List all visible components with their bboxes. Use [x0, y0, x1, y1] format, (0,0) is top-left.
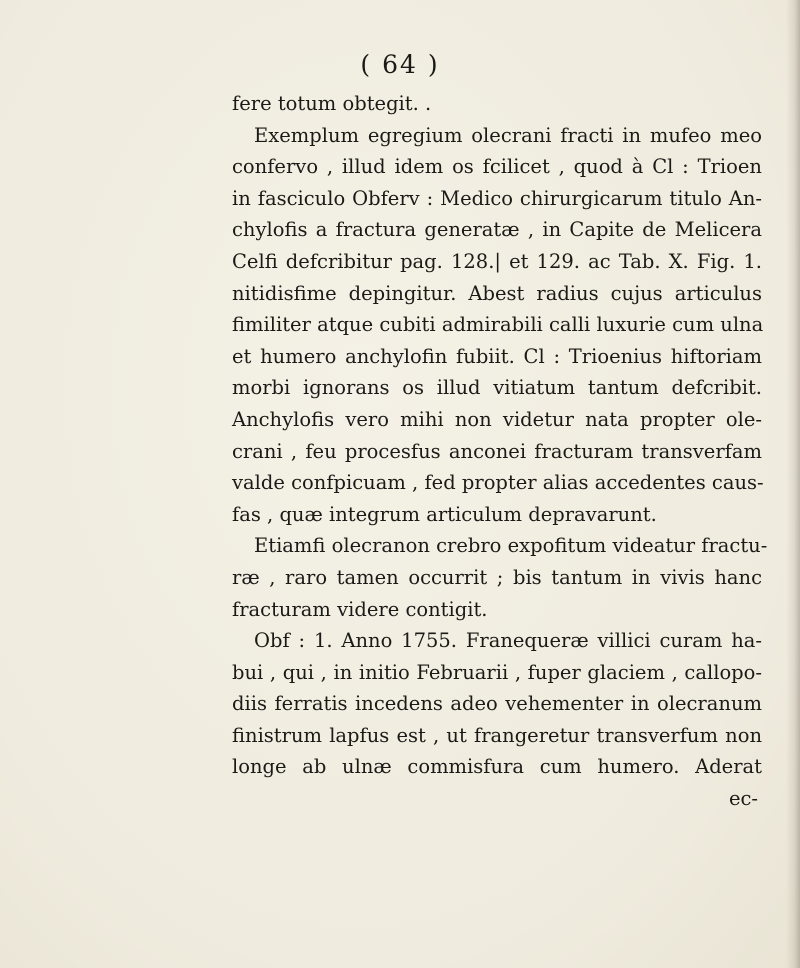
text-line: crani , feu procesfus anconei fracturam transverfam: [232, 439, 762, 463]
text-line: fas , quæ integrum articulum depravarunt.: [232, 502, 657, 526]
text-line: valde confpicuam , fed propter alias accedentes caus-: [232, 471, 764, 495]
text-line: Exemplum egregium olecrani fracti in mufeo meo: [254, 123, 762, 147]
text-line: nitidisfime depingitur. Abest radius cujus articulus: [232, 281, 762, 305]
catchword: ec-: [728, 787, 758, 811]
text-line: Anchylofis vero mihi non videtur nata propter ole-: [232, 407, 762, 431]
text-line: ræ , raro tamen occurrit ; bis tantum in vivis hanc: [232, 565, 762, 589]
text-line: Etiamfi olecranon crebro expofitum videatur fractu-: [254, 534, 768, 558]
text-line: finistrum lapfus est , ut frangeretur transverfum non: [232, 723, 762, 747]
page-number-header: ( 64 ): [360, 50, 440, 79]
text-line: Obf : 1. Anno 1755. Franequeræ villici curam ha-: [254, 629, 762, 653]
text-line: morbi ignorans os illud vitiatum tantum defcribit.: [232, 376, 762, 400]
text-line: in fasciculo Obferv : Medico chirurgicarum titulo An-: [232, 186, 762, 210]
page-edge-shadow: [786, 0, 800, 968]
text-line: confervo , illud idem os fcilicet , quod à Cl : Trioen: [232, 155, 762, 179]
body-text: [232, 88, 768, 815]
text-line: chylofis a fractura generatæ , in Capite de Melicera: [232, 218, 762, 242]
text-line: fimiliter atque cubiti admirabili calli luxurie cum ulna: [232, 313, 764, 337]
text-line: fere totum obtegit. .: [232, 92, 432, 115]
text-line: longe ab ulnæ commisfura cum humero. Aderat: [232, 755, 762, 779]
text-line: bui , qui , in initio Februarii , fuper glaciem , callopo-: [232, 660, 762, 684]
text-line: diis ferratis incedens adeo vehementer in olecranum: [232, 692, 762, 716]
text-line: Celfi defcribitur pag. 128.| et 129. ac Tab. X. Fig. 1.: [232, 249, 762, 273]
text-line: et humero anchylofin fubiit. Cl : Trioenius hiftoriam: [232, 344, 762, 368]
text-line: fracturam videre contigit.: [232, 597, 488, 621]
